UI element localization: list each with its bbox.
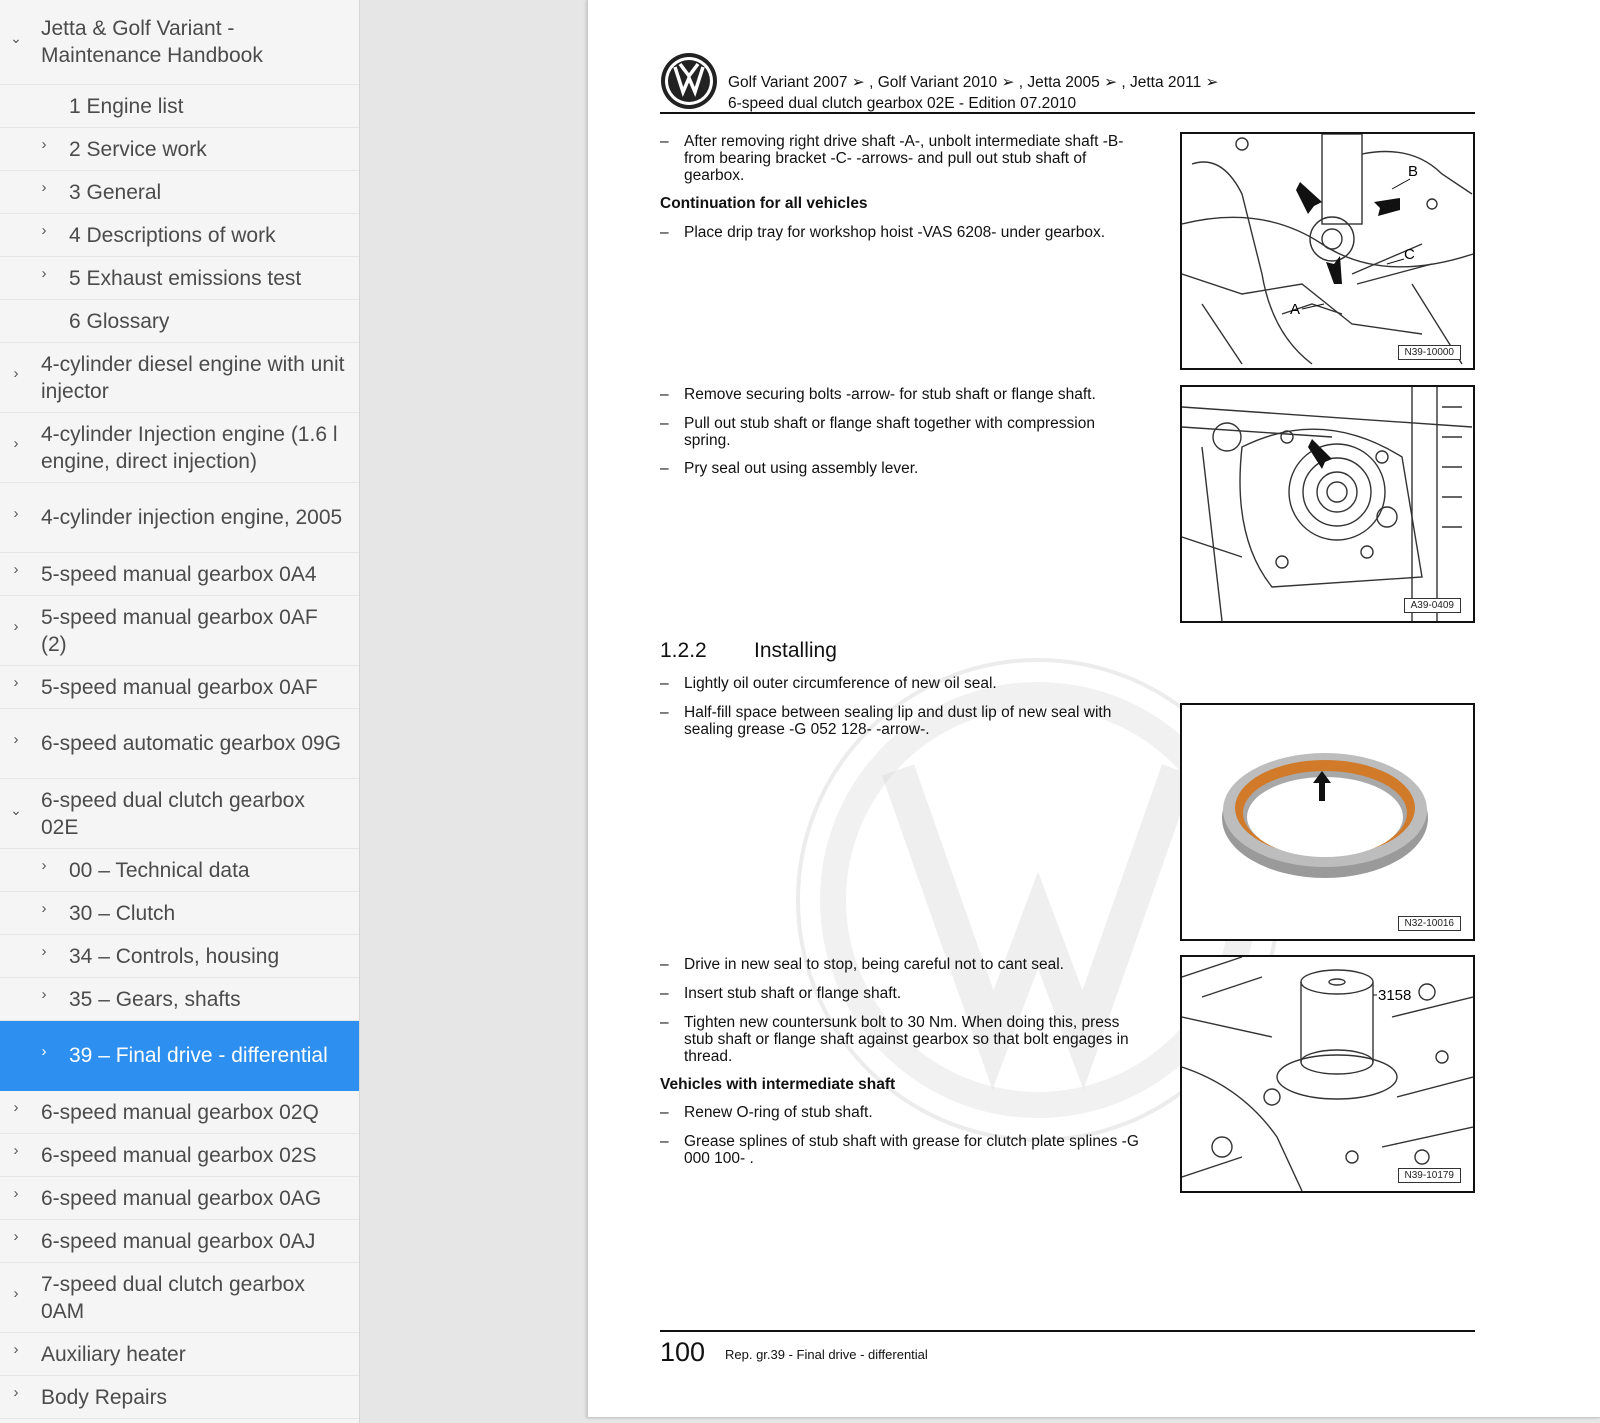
sidebar-item[interactable] (0, 596, 359, 666)
sidebar-item[interactable] (0, 935, 359, 978)
sidebar-item-label: 5-speed manual gearbox 0AF (41, 675, 318, 699)
sidebar-item-label: 5-speed manual gearbox 0AF (2) (41, 605, 318, 656)
table-of-contents-sidebar (0, 0, 360, 1423)
chevron-right-icon[interactable]: › (13, 364, 19, 382)
step-item: – Grease splines of stub shaft with grease for clutch plate splines -G 000 100- . (660, 1133, 1139, 1167)
step-item: – After removing right drive shaft -A-, unbolt intermediate shaft -B- from bearing bracket -C- -arrows- and pull out stub shaft of gearbox. (660, 133, 1124, 184)
chevron-right-icon[interactable]: › (13, 1228, 19, 1245)
sidebar-item[interactable] (0, 171, 359, 214)
section-number: 1.2.2 (660, 639, 707, 662)
sidebar-item-label: Auxiliary heater (41, 1342, 186, 1366)
sidebar-item-label: 3 General (69, 180, 162, 204)
step-item: – Remove securing bolts -arrow- for stub shaft or flange shaft. (660, 386, 1096, 403)
label-c: C (1404, 246, 1415, 263)
sidebar-item[interactable] (0, 0, 359, 85)
sidebar-item-label: 1 Engine list (69, 94, 184, 118)
sidebar-item[interactable] (0, 709, 359, 779)
sidebar-item[interactable] (0, 1220, 359, 1263)
page-number: 100 (660, 1337, 706, 1367)
chevron-right-icon[interactable]: › (13, 1185, 19, 1202)
chevron-right-icon[interactable]: › (41, 136, 47, 153)
chevron-right-icon[interactable]: › (13, 561, 19, 578)
section-heading (660, 638, 837, 664)
chevron-right-icon[interactable]: › (41, 1042, 47, 1060)
chevron-right-icon[interactable]: › (13, 1384, 19, 1401)
chevron-right-icon[interactable]: › (41, 179, 47, 196)
step-item: – Renew O-ring of stub shaft. (660, 1104, 873, 1121)
chevron-right-icon[interactable]: › (41, 986, 47, 1003)
chevron-right-icon[interactable]: › (13, 1099, 19, 1116)
sidebar-item-label: 7-speed dual clutch gearbox 0AM (41, 1272, 305, 1323)
chevron-right-icon[interactable]: › (13, 674, 19, 691)
sidebar-item[interactable] (0, 257, 359, 300)
chevron-right-icon[interactable]: › (41, 857, 47, 874)
sidebar-item[interactable] (0, 892, 359, 935)
sidebar-item-label: 5-speed manual gearbox 0A4 (41, 562, 317, 586)
sidebar-item[interactable] (0, 413, 359, 483)
sidebar-item[interactable] (0, 1134, 359, 1177)
header-divider (660, 112, 1475, 114)
sidebar-item[interactable] (0, 128, 359, 171)
sidebar-item-label: 6-speed manual gearbox 02S (41, 1143, 317, 1167)
chevron-right-icon[interactable]: › (13, 504, 19, 522)
header-models: Golf Variant 2007 ➢ , Golf Variant 2010 ➢ , Jetta 2005 ➢ , Jetta 2011 ➢ (728, 74, 1219, 91)
step-item: – Insert stub shaft or flange shaft. (660, 985, 902, 1002)
chevron-right-icon[interactable]: › (13, 1284, 19, 1302)
sidebar-item[interactable] (0, 483, 359, 553)
chevron-down-icon[interactable]: ⌄ (10, 801, 22, 818)
sidebar-item[interactable] (0, 1263, 359, 1333)
chevron-right-icon[interactable]: › (13, 617, 19, 635)
sidebar-item[interactable] (0, 1376, 359, 1419)
footer-divider (660, 1330, 1475, 1332)
sidebar-item[interactable] (0, 214, 359, 257)
chevron-down-icon[interactable]: ⌄ (10, 30, 22, 46)
figure-oil-seal (1180, 703, 1475, 941)
sidebar-item[interactable] (0, 85, 359, 128)
chevron-right-icon[interactable]: › (41, 900, 47, 917)
intermediate-heading: Vehicles with intermediate shaft (660, 1076, 896, 1093)
sidebar-item-label: 30 – Clutch (69, 901, 176, 925)
sidebar-item[interactable] (0, 849, 359, 892)
figure-stub-shaft (1180, 385, 1475, 623)
sidebar-item-label: 2 Service work (69, 137, 207, 161)
header-edition: 6-speed dual clutch gearbox 02E - Edition 07.2010 (728, 95, 1077, 112)
chevron-right-icon[interactable]: › (13, 1142, 19, 1159)
sidebar-item-label: 34 – Controls, housing (69, 944, 280, 968)
chevron-right-icon[interactable]: › (41, 943, 47, 960)
sidebar-item-label: Jetta & Golf Variant - Maintenance Handbook (41, 17, 263, 67)
sidebar-item-label: 39 – Final drive - differential (69, 1044, 328, 1067)
figure-code: N32-10016 (1398, 916, 1461, 931)
sidebar-item-label: 6 Glossary (69, 309, 170, 333)
sidebar-item[interactable] (0, 300, 359, 343)
chevron-right-icon[interactable]: › (13, 434, 19, 452)
document-page (587, 0, 1600, 1418)
label-b: B (1408, 163, 1419, 180)
sidebar-item[interactable] (0, 1333, 359, 1376)
sidebar-item[interactable] (0, 1091, 359, 1134)
sidebar-item-label: 6-speed automatic gearbox 09G (41, 732, 342, 755)
step-item: – Drive in new seal to stop, being careful not to cant seal. (660, 956, 1064, 973)
sidebar-item-label: 4 Descriptions of work (69, 223, 276, 247)
sidebar-item-label: 6-speed dual clutch gearbox 02E (41, 788, 305, 839)
figure-code: A39-0409 (1404, 598, 1461, 613)
figure-drive-shaft (1180, 132, 1475, 370)
sidebar-item-label: 6-speed manual gearbox 0AJ (41, 1229, 316, 1253)
sidebar-item[interactable] (0, 553, 359, 596)
step-item: – Lightly oil outer circumference of new oil seal. (660, 675, 997, 692)
sidebar-item[interactable] (0, 1177, 359, 1220)
sidebar-item-label: 4-cylinder Injection engine (1.6 l engine, direct injection) (41, 422, 338, 473)
sidebar-item[interactable] (0, 1021, 359, 1091)
step-item: – Half-fill space between sealing lip and dust lip of new seal with sealing grease -G 052 128- -arrow-. (660, 704, 1112, 738)
sidebar-item-label: 35 – Gears, shafts (69, 987, 241, 1011)
chevron-right-icon[interactable]: › (13, 1341, 19, 1358)
sidebar-item[interactable] (0, 978, 359, 1021)
sidebar-item-label: 5 Exhaust emissions test (69, 266, 302, 290)
sidebar-item-label: 4-cylinder diesel engine with unit injector (41, 352, 345, 403)
sidebar-item[interactable] (0, 666, 359, 709)
chevron-right-icon[interactable]: › (41, 265, 47, 282)
step-item: – Pull out stub shaft or flange shaft together with compression spring. (660, 415, 1095, 449)
footer-text: Rep. gr.39 - Final drive - differential (725, 1347, 928, 1362)
sidebar-item[interactable] (0, 343, 359, 413)
continuation-heading: Continuation for all vehicles (660, 195, 868, 212)
sidebar-item[interactable] (0, 779, 359, 849)
figure-code: N39-10179 (1398, 1168, 1461, 1183)
chevron-right-icon[interactable]: › (13, 730, 19, 748)
tool-number: 3158 (1378, 987, 1412, 1004)
step-item: – Pry seal out using assembly lever. (660, 460, 919, 477)
sidebar-item-label: Body Repairs (41, 1385, 168, 1409)
sidebar-item-label: 00 – Technical data (69, 858, 250, 882)
label-a: A (1290, 301, 1301, 318)
figure-code: N39-10000 (1398, 345, 1461, 360)
sidebar-item-label: 4-cylinder injection engine, 2005 (41, 506, 343, 529)
step-item: – Place drip tray for workshop hoist -VAS 6208- under gearbox. (660, 224, 1106, 241)
figure-tool-3158 (1180, 955, 1475, 1193)
sidebar-item-label: 6-speed manual gearbox 02Q (41, 1100, 319, 1124)
chevron-right-icon[interactable]: › (41, 222, 47, 239)
step-item: – Tighten new countersunk bolt to 30 Nm. When doing this, press stub shaft or flange shaft against gearbox so that bolt engages in thread. (660, 1014, 1129, 1065)
sidebar-item-label: 6-speed manual gearbox 0AG (41, 1186, 322, 1210)
section-title: Installing (754, 639, 837, 662)
vw-logo-icon (660, 52, 718, 110)
